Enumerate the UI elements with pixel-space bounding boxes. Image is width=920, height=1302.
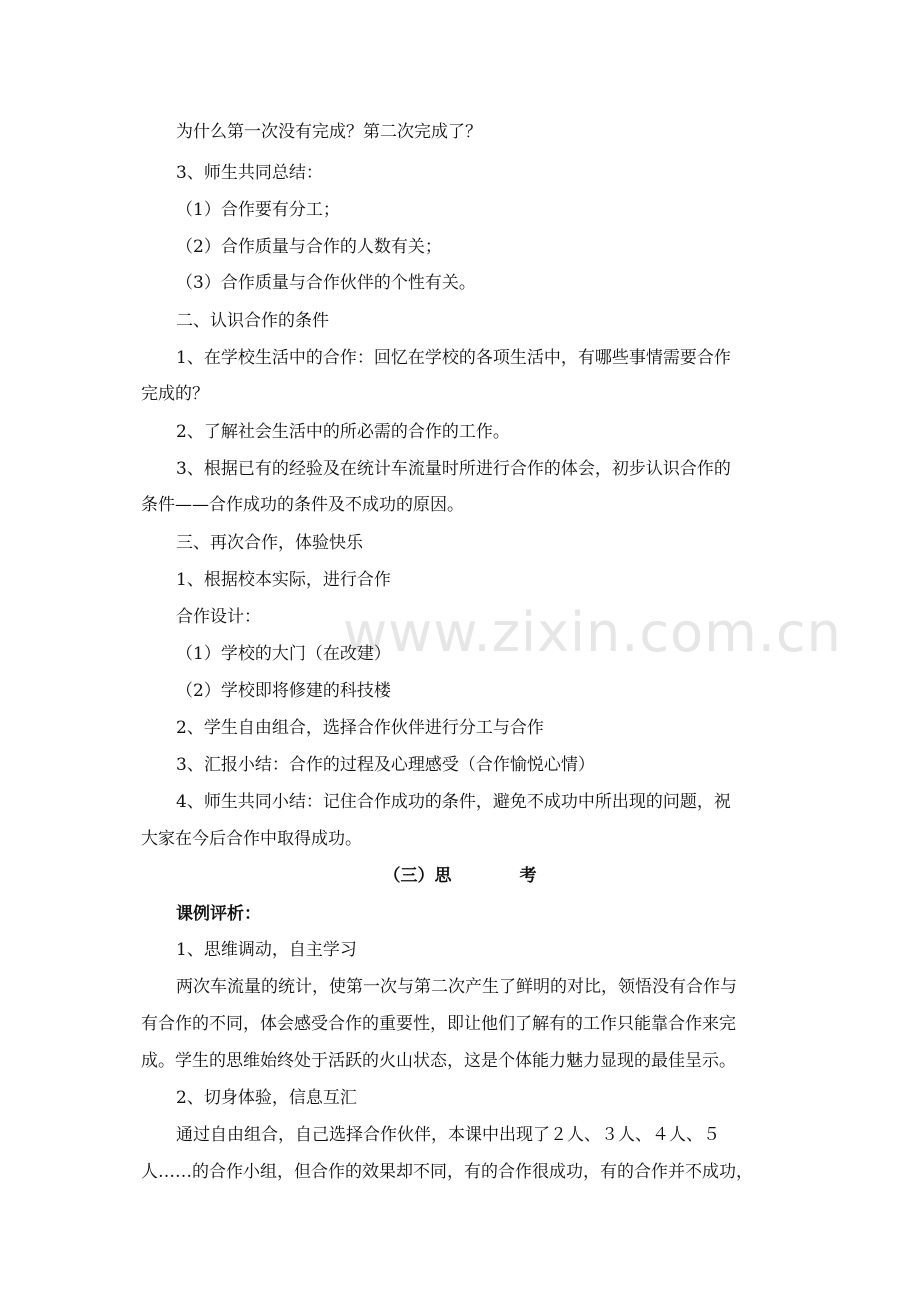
- text-line: 2、切身体验，信息互汇: [176, 1088, 357, 1108]
- text-line: 3、汇报小结：合作的过程及心理感受（合作愉悦心情）: [176, 755, 595, 775]
- text-line: 为什么第一次没有完成？第二次完成了？: [176, 122, 482, 142]
- text-line: 人……的合作小组，但合作的效果却不同，有的合作很成功，有的合作并不成功，: [141, 1162, 753, 1182]
- text-line: 2、学生自由组合，选择合作伙伴进行分工与合作: [176, 718, 544, 738]
- text-line: 条件——合作成功的条件及不成功的原因。: [141, 495, 464, 515]
- text-line: 合作设计：: [176, 607, 261, 627]
- text-line: 1、思维调动，自主学习: [176, 940, 357, 960]
- text-line: 通过自由组合，自己选择合作伙伴，本课中出现了２人、３人、４人、５: [176, 1125, 720, 1145]
- text-line: （3）合作质量与合作伙伴的个性有关。: [176, 273, 476, 293]
- text-line: 有合作的不同，体会感受合作的重要性，即让他们了解有的工作只能靠合作来完: [141, 1014, 736, 1034]
- text-line: （1）学校的大门（在改建）: [176, 644, 391, 664]
- text-line: 3、根据已有的经验及在统计车流量时所进行合作的体会，初步认识合作的: [176, 459, 731, 479]
- watermark: www.zixin.com.cn: [343, 601, 842, 664]
- text-line: 2、了解社会生活中的所必需的合作的工作。: [176, 422, 510, 442]
- section-title: （三）思 考: [383, 866, 537, 886]
- text-line: 成。学生的思维始终处于活跃的火山状态，这是个体能力魅力显现的最佳呈示。: [141, 1051, 736, 1071]
- section-heading: 二、认识合作的条件: [176, 311, 329, 331]
- text-line: （2）合作质量与合作的人数有关；: [176, 237, 442, 257]
- text-line: 4、师生共同小结：记住合作成功的条件，避免不成功中所出现的问题，祝: [176, 792, 731, 812]
- section-heading: 三、再次合作，体验快乐: [176, 533, 363, 553]
- text-line: 1、在学校生活中的合作：回忆在学校的各项生活中，有哪些事情需要合作: [176, 348, 731, 368]
- subsection-heading: 课例评析：: [176, 904, 261, 924]
- text-line: （2）学校即将修建的科技楼: [176, 681, 391, 701]
- text-line: 1、根据校本实际，进行合作: [176, 570, 391, 590]
- text-line: 大家在今后合作中取得成功。: [141, 829, 362, 849]
- text-line: （1）合作要有分工；: [176, 200, 340, 220]
- text-line: 两次车流量的统计，使第一次与第二次产生了鲜明的对比，领悟没有合作与: [176, 977, 737, 997]
- text-line: 完成的？: [141, 384, 209, 404]
- text-line: 3、师生共同总结：: [176, 163, 323, 183]
